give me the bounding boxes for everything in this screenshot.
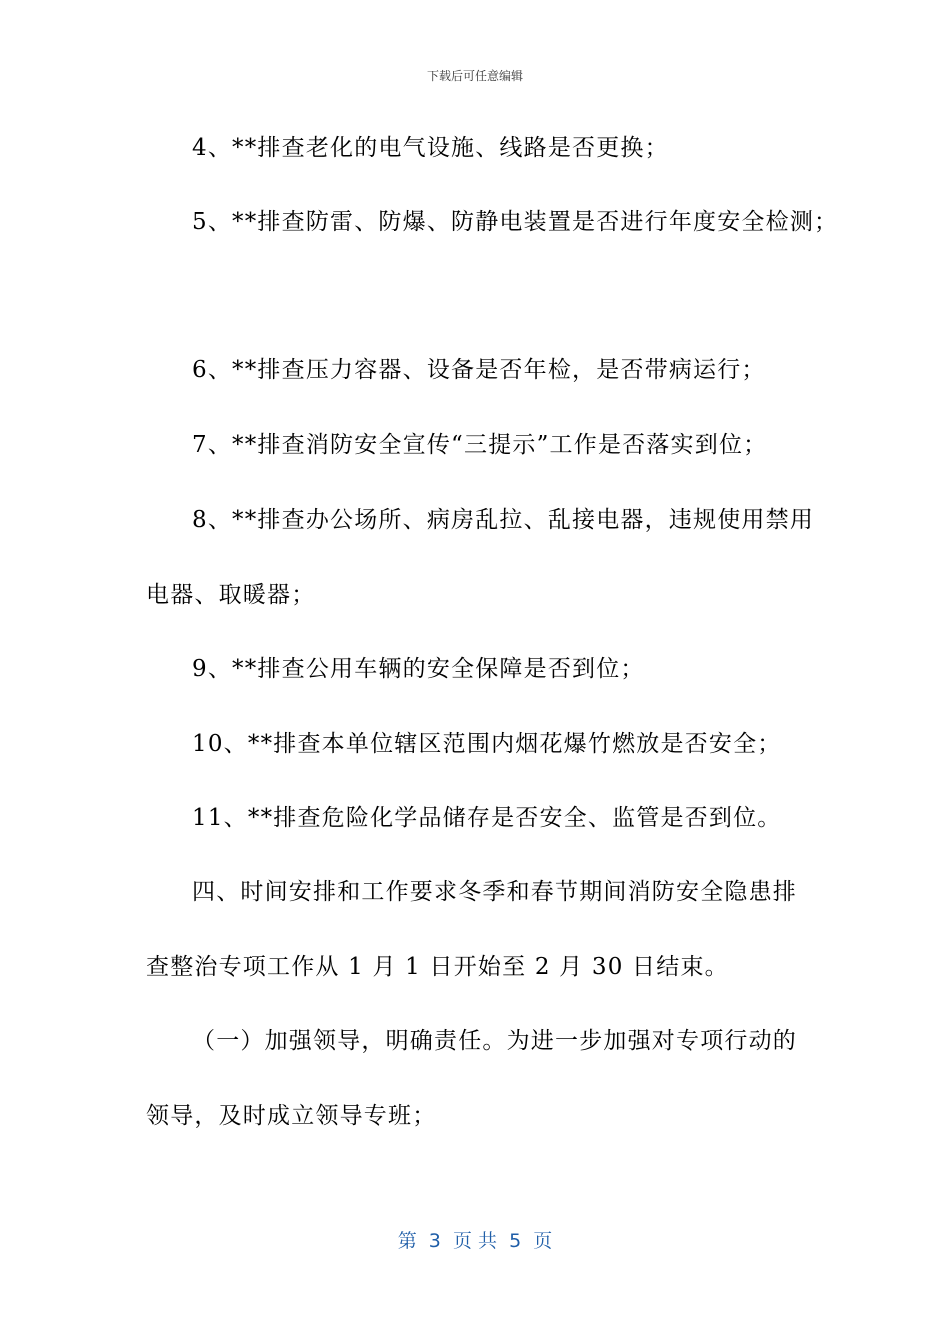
paragraph-line: 11、**排查危险化学品储存是否安全、监管是否到位。 (192, 805, 782, 831)
paragraph-line: 查整治专项工作从 1 月 1 日开始至 2 月 30 日结束。 (146, 954, 729, 980)
paragraph-line: 4、**排查老化的电气设施、线路是否更换； (192, 135, 669, 161)
paragraph-line: 电器、取暖器； (146, 582, 316, 608)
paragraph-line: 四、时间安排和工作要求冬季和春节期间消防安全隐患排 (192, 879, 797, 905)
paragraph-line: 6、**排查压力容器、设备是否年检，是否带病运行； (192, 357, 766, 383)
paragraph-line: 领导，及时成立领导专班； (146, 1103, 437, 1129)
paragraph-line: 9、**排查公用车辆的安全保障是否到位； (192, 656, 645, 682)
page-number-footer: 第 3 页 共 5 页 (397, 1230, 553, 1252)
paragraph-line: （一）加强领导，明确责任。为进一步加强对专项行动的 (192, 1028, 797, 1054)
paragraph-line: 10、**排查本单位辖区范围内烟花爆竹燃放是否安全； (192, 731, 782, 757)
paragraph-line: 5、**排查防雷、防爆、防静电装置是否进行年度安全检测； (192, 209, 839, 235)
paragraph-line: 8、**排查办公场所、病房乱拉、乱接电器，违规使用禁用 (192, 507, 815, 533)
paragraph-line: 7、**排查消防安全宣传“三提示”工作是否落实到位； (192, 432, 768, 458)
header-note: 下载后可任意编辑 (426, 69, 523, 83)
